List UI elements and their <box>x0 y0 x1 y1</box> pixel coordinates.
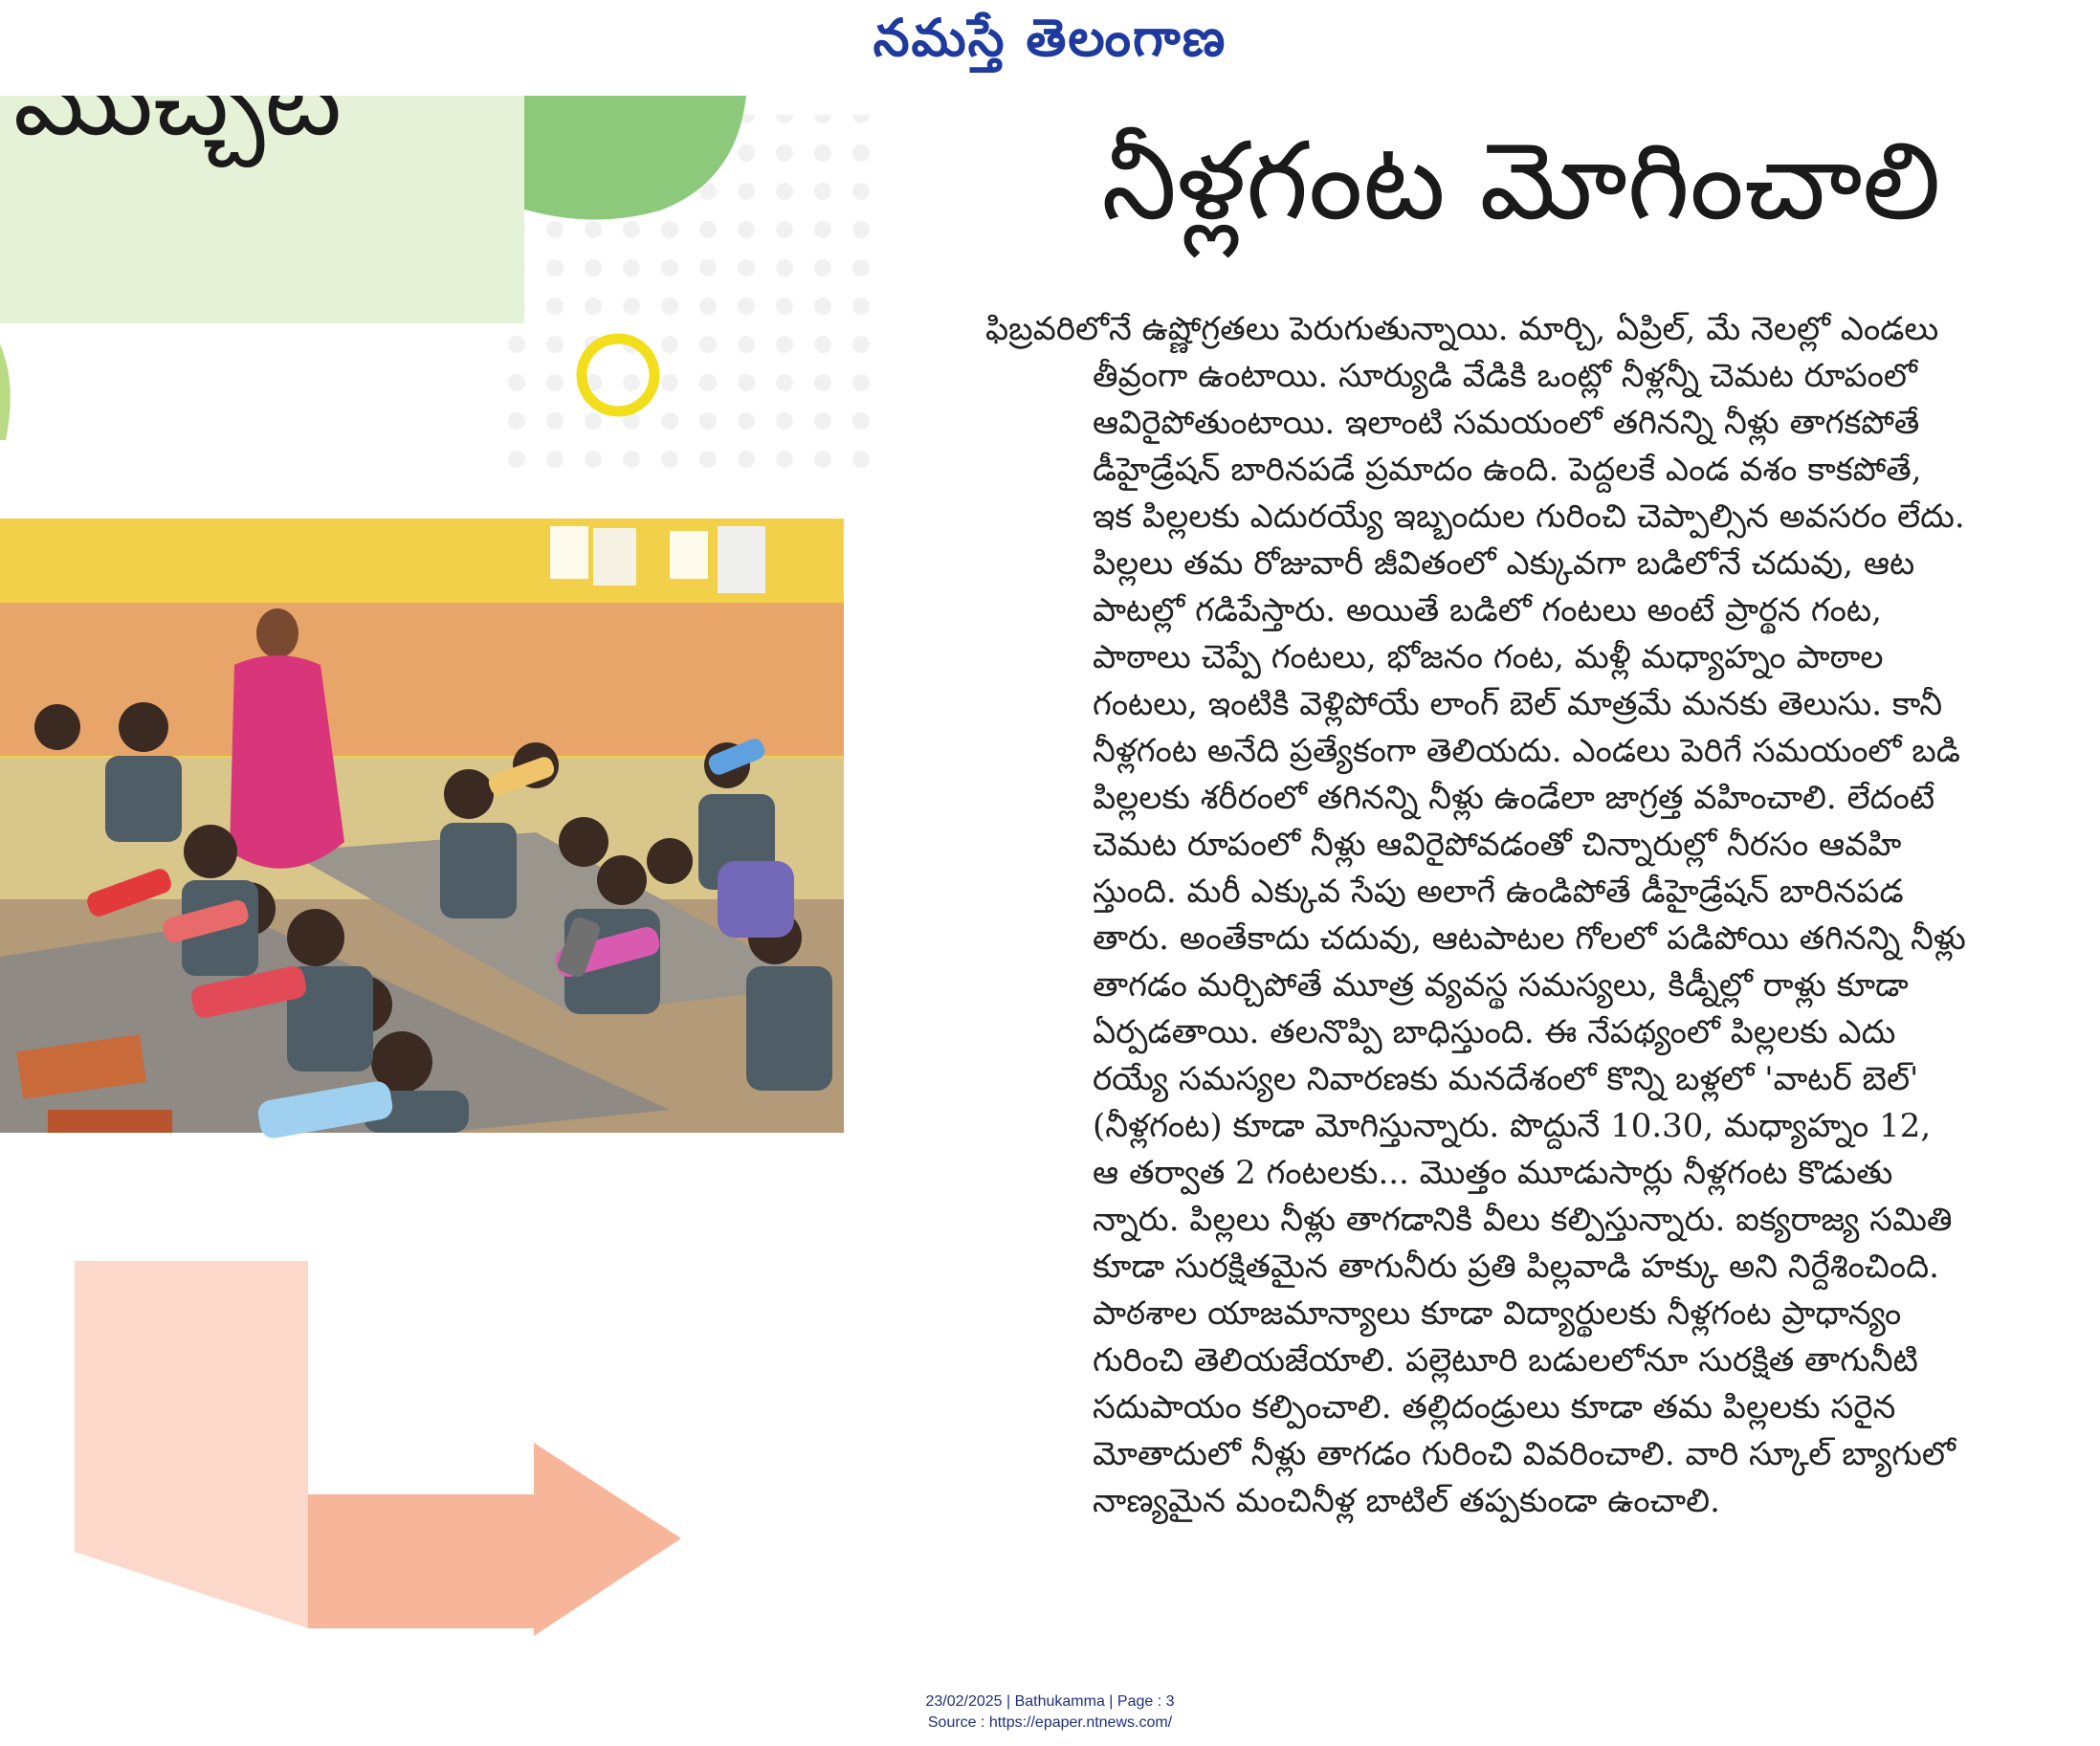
masthead-logo: నమస్తే తెలంగాణ <box>873 8 1227 68</box>
article-body <box>985 306 2038 1525</box>
article-line: న్నారు. పిల్లలు నీళ్లు తాగడానికి వీలు కల్పిస్తున్నారు. ఐక్యరాజ్య సమితి <box>1093 1201 1953 1239</box>
article-line: ఆ తర్వాత 2 గంటలకు... మొత్తం మూడుసార్లు నీళ్లగంట కొడుతు <box>1093 1154 1893 1192</box>
green-arc-shape <box>0 344 11 440</box>
partial-heading: ముచ్చట <box>13 96 342 158</box>
article-line: ఆవిరైపోతుంటాయి. ఇలాంటి సమయంలో తగినన్ని నీళ్లు తాగకపోతే <box>1093 404 1920 442</box>
article-line: పిల్లలు తమ రోజువారీ జీవితంలో ఎక్కువగా బడిలోనే చదువు, ఆట <box>1093 544 1915 583</box>
article-line: నాణ్యమైన మంచినీళ్ల బాటిల్ తప్పకుండా ఉంచాలి. <box>1093 1482 1720 1520</box>
article-line: ఏర్పడతాయి. తలనొప్పి బాధిస్తుంది. ఈ నేపథ్యంలో పిల్లలకు ఎదు <box>1093 1013 1896 1051</box>
article-line: తారు. అంతేకాదు చదువు, ఆటపాటల గోలలో పడిపోయి తగినన్ని నీళ్లు <box>1093 919 1966 958</box>
article-line: చెమట రూపంలో నీళ్లు ఆవిరైపోవడంతో చిన్నారుల్లో నీరసం ఆవహి <box>1093 826 1902 864</box>
article-line: గంటలు, ఇంటికి వెళ్లిపోయే లాంగ్ బెల్ మాత్రమే మనకు తెలుసు. కానీ <box>1093 685 1943 723</box>
article-line: గురించి తెలియజేయాలి. పల్లెటూరి బడులలోనూ సురక్షిత తాగునీటి <box>1093 1341 1918 1380</box>
article-line: తాగడం మర్చిపోతే మూత్ర వ్యవస్థ సమస్యలు, కిడ్నీల్లో రాళ్లు కూడా <box>1093 966 1909 1005</box>
article-line: రయ్యే సమస్యల నివారణకు మనదేశంలో కొన్ని బళ్లలో 'వాటర్ బెల్' <box>1093 1060 1919 1098</box>
article-line: తీవ్రంగా ఉంటాయి. సూర్యుడి వేడికి ఒంట్లో నీళ్లన్నీ చెమట రూపంలో <box>1093 357 1917 395</box>
illustration-panel <box>0 96 957 1674</box>
page-footer <box>0 1691 2100 1734</box>
article-line: పాటల్లో గడిపేస్తారు. అయితే బడిలో గంటలు అంటే ప్రార్థన గంట, <box>1093 591 1882 630</box>
article-line: (నీళ్లగంట) కూడా మోగిస్తున్నారు. పొద్దునే 10.30, మధ్యాహ్నం 12, <box>1093 1107 1932 1145</box>
article-line: పిల్లలకు శరీరంలో తగినన్ని నీళ్లు ఉండేలా జాగ్రత్త వహించాలి. లేదంటే <box>1093 779 1935 817</box>
classroom-photo <box>0 519 844 1140</box>
article-line: ఫిబ్రవరిలోనే ఉష్ణోగ్రతలు పెరుగుతున్నాయి. మార్చి, ఏప్రిల్, మే నెలల్లో ఎండలు <box>985 310 1939 348</box>
article-line: స్తుంది. మరీ ఎక్కువ సేపు అలాగే ఉండిపోతే డీహైడ్రేషన్ బారినపడ <box>1093 873 1904 911</box>
article-line: మోతాదులో నీళ్లు తాగడం గురించి వివరించాలి. వారి స్కూల్ బ్యాగులో <box>1093 1435 1956 1473</box>
article-line: పాఠశాల యాజమాన్యాలు కూడా విద్యార్థులకు నీళ్లగంట ప్రాధాన్యం <box>1093 1294 1902 1333</box>
article-line: ఇక పిల్లలకు ఎదురయ్యే ఇబ్బందుల గురించి చెప్పాల్సిన అవసరం లేదు. <box>1093 497 1965 536</box>
footer-date-section: 23/02/2025 | Bathukamma | Page : 3 <box>925 1693 1175 1710</box>
article-line: సదుపాయం కల్పించాలి. తల్లిదండ్రులు కూడా తమ పిల్లలకు సరైన <box>1093 1388 1896 1426</box>
footer-source: Source : https://epaper.ntnews.com/ <box>927 1714 1173 1731</box>
article-line: నీళ్లగంట అనేది ప్రత్యేకంగా తెలియదు. ఎండలు పెరిగే సమయంలో బడి <box>1093 732 1960 770</box>
decorative-artwork <box>0 96 957 1674</box>
article-line: పాఠాలు చెప్పే గంటలు, భోజనం గంట, మళ్లీ మధ్యాహ్నం పాఠాల <box>1093 638 1884 676</box>
article-headline: నీళ్లగంట మోగించాలి <box>1101 120 1941 244</box>
article-line: కూడా సురక్షితమైన తాగునీరు ప్రతి పిల్లవాడి హక్కు అని నిర్దేశించింది. <box>1093 1248 1939 1286</box>
article-line: డీహైడ్రేషన్ బారినపడే ప్రమాదం ఉంది. పెద్దలకే ఎండ వశం కాకపోతే, <box>1093 451 1922 489</box>
arrow-graphic <box>75 1261 681 1636</box>
